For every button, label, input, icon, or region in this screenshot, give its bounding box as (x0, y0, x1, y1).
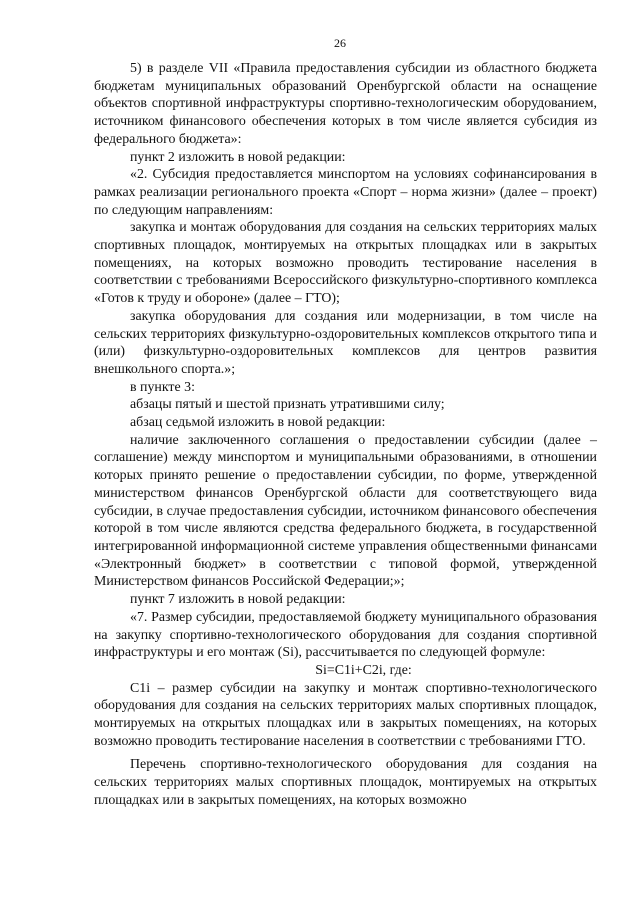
paragraph-agreement-condition: наличие заключенного соглашения о предоставлении субсидии (далее – соглашение) между минспортом и муниципальными образованиями, в отношении которых принято решение о предоставлении субсидии, по форме, утвержденной министерством финансов Оренбургской области для соответствующего вида субсидии, в случае предоставления субсидии, источником финансового обеспечения которой в том числе являются средства федерального бюджета, в государственной интегрированной информационной системе управления общественными финансами «Электронный бюджет» в соответствии с типовой формой, утвержденной Министерством финансов Российской Федерации;»; (94, 432, 597, 590)
paragraph-point-3-intro: в пункте 3: (130, 379, 195, 395)
document-body (94, 60, 597, 810)
paragraph-point-7-intro: пункт 7 изложить в новой редакции: (130, 592, 346, 608)
paragraph-section-vii: 5) в разделе VII «Правила предоставления субсидии из областного бюджета бюджетам муниципальных образований Оренбургской области на оснащение объектов спортивной инфраструктуры спортивно-технологическим оборудованием, источником финансового обеспечения которых в том числе является субсидия из федерального бюджета»: (94, 61, 597, 147)
paragraph-direction-1: закупка и монтаж оборудования для создания на сельских территориях малых спортивных площадок, монтируемых на открытых площадках или в закрытых помещениях, на которых возможно проводить тестирование населения в соответствии с требованиями Всероссийского физкультурно-спортивного комплекса «Готов к труду и обороне» (далее – ГТО); (94, 220, 597, 307)
paragraph-c1i-definition: C1i – размер субсидии на закупку и монтаж спортивно-технологического оборудования для создания на сельских территориях малых спортивных площадок, монтируемых на открытых площадках или в закрытых помещениях, на которых возможно проводить тестирование населения в соответствии с требованиями ГТО. (94, 680, 597, 749)
formula: Si=C1i+C2i, где: (315, 662, 412, 678)
paragraph-point-3-invalidate: абзацы пятый и шестой признать утратившими силу; (130, 397, 445, 413)
page-number: 26 (334, 36, 346, 50)
paragraph-point-3-seventh: абзац седьмой изложить в новой редакции: (130, 415, 386, 431)
paragraph-equipment-list: Перечень спортивно-технологического оборудования для создания на сельских территориях малых спортивных площадок, монтируемых на открытых площадках или в закрытых помещениях, на которых возможно (94, 757, 597, 808)
paragraph-point-7-text: «7. Размер субсидии, предоставляемой бюджету муниципального образования на закупку спортивно-технологического оборудования для создания спортивной инфраструктуры и его монтаж (Si), рассчитывается по следующей формуле: (94, 609, 597, 661)
paragraph-direction-2: закупка оборудования для создания или модернизации, в том числе на сельских территориях физкультурно-оздоровительных комплексов открытого типа и (или) физкультурно-оздоровительных комплексов для центров развития внешкольного спорта.»; (94, 308, 597, 377)
paragraph-point-2-text: «2. Субсидия предоставляется минспортом на условиях софинансирования в рамках реализации регионального проекта «Спорт – норма жизни» (далее – проект) по следующим направлениям: (94, 167, 597, 218)
paragraph-point-2-intro: пункт 2 изложить в новой редакции: (130, 149, 346, 165)
